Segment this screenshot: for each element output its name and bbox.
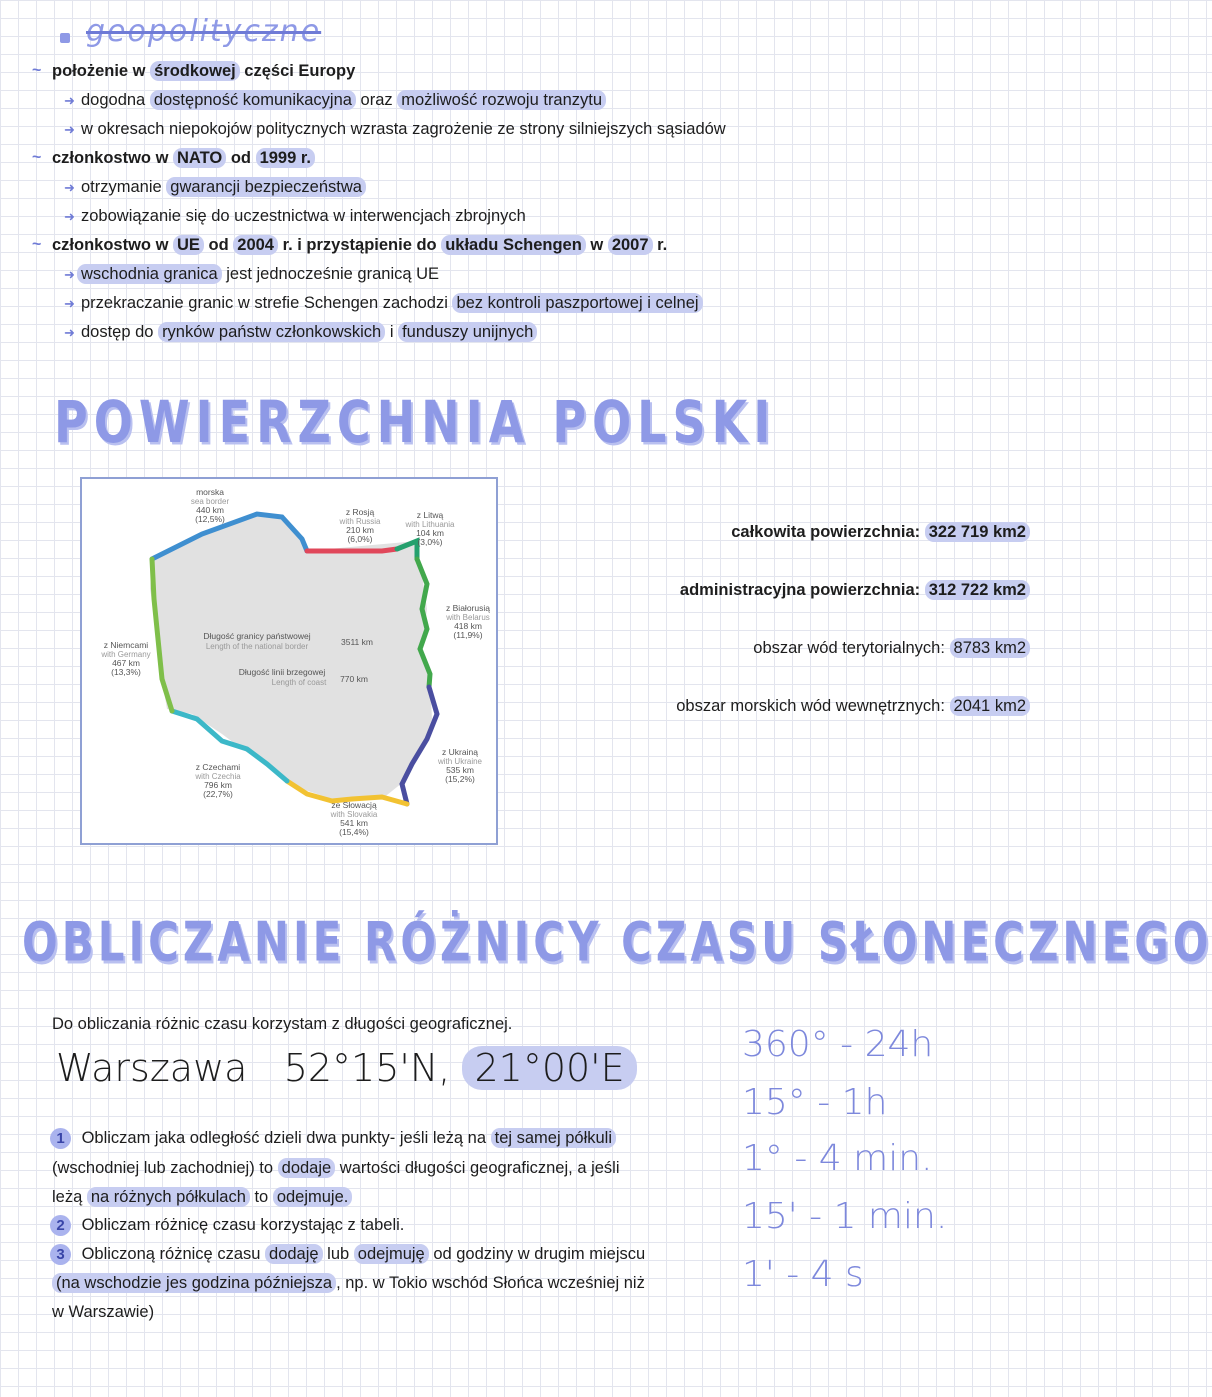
svg-text:(15,2%): (15,2%) — [445, 774, 475, 784]
geo-point-3a: wschodnia granica jest jednocześnie granicą UE — [77, 265, 439, 284]
tilde-icon: ~ — [32, 62, 42, 79]
geo-point-2b: zobowiązanie się do uczestnictwa w interwencjach zbrojnych — [81, 207, 526, 225]
svg-text:with Germany: with Germany — [101, 650, 151, 659]
svg-text:(6,0%): (6,0%) — [347, 534, 373, 544]
svg-text:z Ukrainą: z Ukrainą — [442, 747, 478, 757]
svg-text:with Slovakia: with Slovakia — [330, 810, 378, 819]
geo-point-3: członkostwo w UE od 2004 r. i przystąpienie do układu Schengen w 2007 r. — [52, 236, 668, 254]
stat-territorial-waters: obszar wód terytorialnych: 8783 km2 — [753, 639, 1030, 658]
bullet-square-icon — [60, 33, 70, 43]
heading-powierzchnia: POWIERZCHNIA POLSKI — [54, 388, 777, 456]
stat-internal-waters: obszar morskich wód wewnętrznych: 2041 km2 — [676, 697, 1030, 716]
conversion-row: 15' - 1 min. — [742, 1196, 948, 1237]
svg-text:Długość granicy państwowej: Długość granicy państwowej — [203, 631, 311, 641]
svg-text:z Białorusią: z Białorusią — [446, 603, 490, 613]
svg-text:(3,0%): (3,0%) — [417, 537, 443, 547]
label-russia — [339, 507, 381, 544]
tilde-icon: ~ — [32, 236, 42, 253]
conversion-row: 1° - 4 min. — [742, 1138, 933, 1179]
label-belarus — [445, 603, 490, 640]
border-map — [80, 477, 498, 845]
geo-point-1a: dogodna dostępność komunikacyjna oraz możliwość rozwoju tranzytu — [81, 91, 606, 110]
label-germany — [100, 640, 150, 677]
svg-text:770 km: 770 km — [340, 674, 368, 684]
label-ukraine — [437, 747, 483, 784]
svg-text:Długość linii brzegowej: Długość linii brzegowej — [238, 667, 326, 677]
svg-text:ze Słowacją: ze Słowacją — [331, 800, 377, 810]
tilde-icon: ~ — [32, 149, 42, 166]
arrow-icon: ➜ — [64, 296, 75, 311]
arrow-icon: ➜ — [64, 209, 75, 224]
conversion-row: 1' - 4 s — [742, 1254, 864, 1295]
svg-text:with Lithuania: with Lithuania — [405, 520, 455, 529]
label-slovakia — [330, 800, 378, 837]
svg-text:with Czechia: with Czechia — [195, 772, 241, 781]
stat-admin-area: administracyjna powierzchnia: 312 722 km2 — [680, 581, 1030, 600]
poland-land — [150, 514, 432, 799]
heading-obliczanie: OBLICZANIE RÓŻNICY CZASU SŁONECZNEGO — [22, 910, 1212, 974]
arrow-icon: ➜ — [64, 267, 75, 282]
svg-text:(22,7%): (22,7%) — [203, 789, 233, 799]
conversion-row: 15° - 1h — [742, 1082, 888, 1123]
geo-point-2: członkostwo w NATO od 1999 r. — [52, 149, 315, 168]
svg-text:Length of the national border: Length of the national border — [205, 642, 309, 651]
geo-point-3c: dostęp do rynków państw członkowskich i funduszy unijnych — [81, 323, 537, 342]
svg-text:morska: morska — [196, 487, 224, 497]
svg-text:Length of coast: Length of coast — [271, 678, 327, 687]
label-sea — [191, 487, 230, 524]
svg-text:z Niemcami: z Niemcami — [103, 640, 149, 650]
svg-text:467 km: 467 km — [112, 658, 140, 668]
step-2: 2 Obliczam różnicę czasu korzystając z tabeli. — [50, 1215, 404, 1236]
arrow-icon: ➜ — [64, 122, 75, 137]
svg-text:with Russia: with Russia — [339, 517, 381, 526]
arrow-icon: ➜ — [64, 93, 75, 108]
svg-text:sea border: sea border — [190, 497, 230, 506]
svg-text:z Rosją: z Rosją — [345, 507, 375, 517]
heading-geopolityczne: geopolityczne — [86, 14, 322, 49]
arrow-icon: ➜ — [64, 180, 75, 195]
conversion-row: 360° - 24h — [742, 1024, 934, 1065]
arrow-icon: ➜ — [64, 325, 75, 340]
svg-text:3511 km: 3511 km — [341, 637, 373, 647]
label-czechia — [194, 762, 241, 799]
time-intro: Do obliczania różnic czasu korzystam z długości geograficznej. — [52, 1015, 513, 1033]
step-1-line-2: (wschodniej lub zachodniej) to dodaje wartości długości geograficznej, a jeśli — [52, 1159, 620, 1177]
step-3-line-2: (na wschodzie jes godzina późniejsza , np. w Tokio wschód Słońca wcześniej niż — [52, 1274, 645, 1293]
svg-text:541 km: 541 km — [340, 818, 368, 828]
svg-text:440 km: 440 km — [196, 505, 224, 515]
geo-point-2a: otrzymanie gwarancji bezpieczeństwa — [81, 178, 366, 197]
svg-text:535 km: 535 km — [446, 765, 474, 775]
svg-text:104 km: 104 km — [416, 528, 444, 538]
svg-text:796 km: 796 km — [204, 780, 232, 790]
svg-text:(11,9%): (11,9%) — [453, 630, 483, 640]
svg-text:with Ukraine: with Ukraine — [437, 757, 483, 766]
step-1-line-1: 1 Obliczam jaka odległość dzieli dwa punkty- jeśli leżą na tej samej półkuli — [50, 1128, 616, 1149]
svg-text:(15,4%): (15,4%) — [339, 827, 369, 837]
step-3-line-1: 3 Obliczoną różnicę czasu dodaję lub odejmuję od godziny w drugim miejscu — [50, 1244, 645, 1265]
svg-text:(13,3%): (13,3%) — [111, 667, 141, 677]
warsaw-coordinates: Warszawa 52°15'N, 21°00'E — [56, 1046, 637, 1090]
step-3-line-3: w Warszawie) — [52, 1303, 155, 1321]
geo-point-1: położenie w środkowej części Europy — [52, 62, 356, 80]
svg-text:with Belarus: with Belarus — [446, 613, 490, 622]
svg-text:418 km: 418 km — [454, 621, 482, 631]
stat-total-area: całkowita powierzchnia: 322 719 km2 — [731, 523, 1030, 542]
svg-text:z Czechami: z Czechami — [195, 762, 241, 772]
poland-map-svg — [82, 479, 496, 843]
step-1-line-3: leżą na różnych półkulach to odejmuje. — [52, 1188, 352, 1207]
geo-point-1b: w okresach niepokojów politycznych wzrasta zagrożenie ze strony silniejszych sąsiadów — [81, 120, 726, 138]
svg-text:z Litwą: z Litwą — [416, 510, 444, 520]
svg-text:(12,5%): (12,5%) — [195, 514, 225, 524]
russia-border-line — [307, 549, 397, 551]
geo-point-3b: przekraczanie granic w strefie Schengen zachodzi bez kontroli paszportowej i celnej — [81, 294, 703, 313]
svg-text:210 km: 210 km — [346, 525, 374, 535]
